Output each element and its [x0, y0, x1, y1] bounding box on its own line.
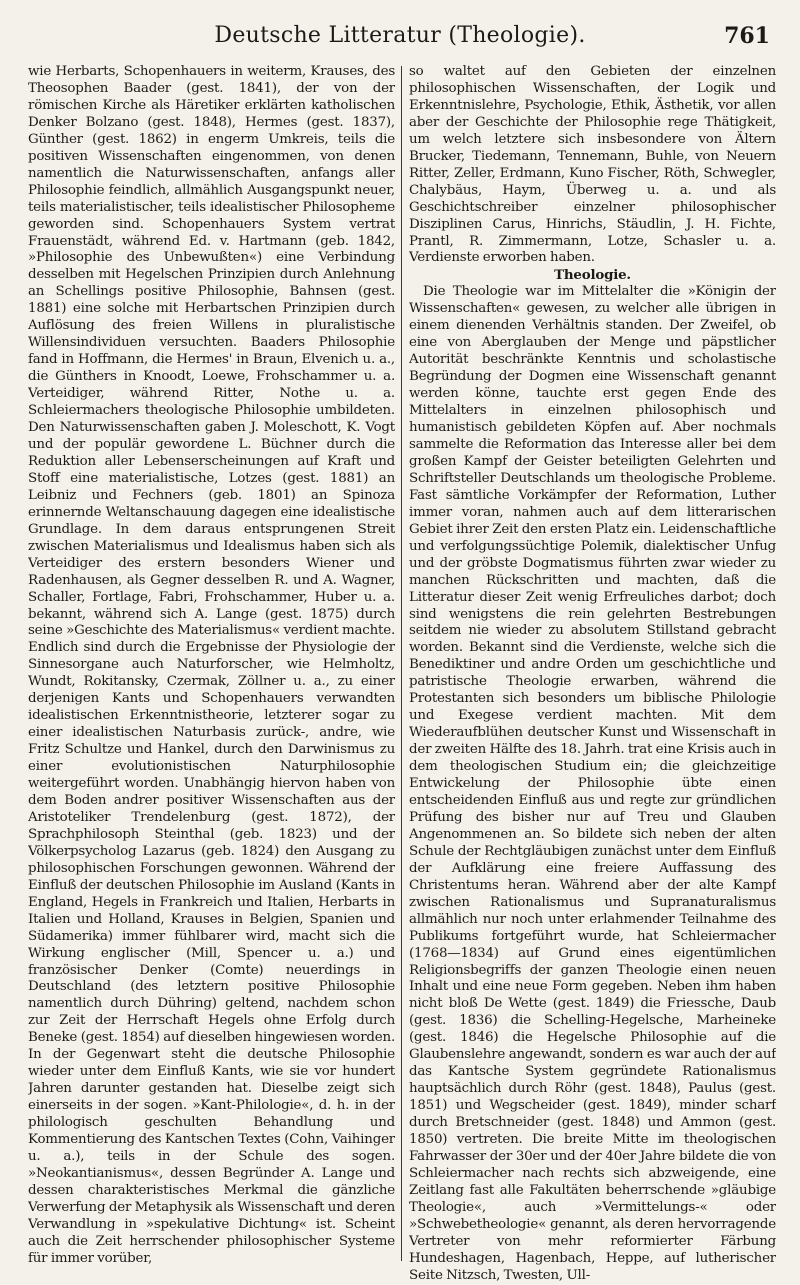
text-columns	[28, 64, 776, 1283]
right-paragraph-1: so waltet auf den Gebieten der einzelnen philosophischen Wissenschaften, der Logik und Erkenntnislehre, Psychologie, Ethik, Ästhetik, vor allen aber der Geschichte der Philosophie rege Thätigkeit, um welch letztere sich insbesondere von Ältern Brucker, Tiedemann, Tennemann, Buhle, von Neuern Ritter, Zeller, Erdmann, Kuno Fischer, Röth, Schwegler, Chalybäus, Haym, Überweg u. a. und als Geschichtschreiber einzelner philosophischer Disziplinen Carus, Hinrichs, Stäudlin, J. H. Fichte, Prantl, R. Zimmermann, Lotze, Schasler u. a. Verdienste erworben haben.	[409, 64, 776, 266]
running-head	[0, 22, 800, 50]
left-column	[28, 64, 395, 1268]
left-paragraph-1: wie Herbarts, Schopenhauers in weiterm, Krauses, des Theosophen Baader (gest. 1841), der von der römischen Kirche als Häretiker erklärten katholischen Denker Bolzano (gest. 1848), Hermes (gest. 1837), Günther (gest. 1862) in engerm Umkreis, teils die positiven Wissenschaften eingenommen, von denen namentlich die Naturwissenschaften, anfangs aller Philosophie feindlich, allmählich Ausgangspunkt neuer, teils materialistischer, teils idealistischer Philosopheme geworden sind. Schopenhauers System vertrat Frauenstädt, während Ed. v. Hartmann (geb. 1842, »Philosophie des Unbewußten«) eine Verbindung desselben mit Hegelschen Prinzipien durch Anlehnung an Schellings positive Philosophie, Bahnsen (gest. 1881) eine solche mit Herbartschen Prinzipien durch Auflösung des freien Willens in pluralistische Willensindividuen versuchten. Baaders Philosophie fand in Hoffmann, die Hermes' in Braun, Elvenich u. a., die Günthers in Knoodt, Loewe, Frohschammer u. a. Verteidiger, während Ritter, Nothe u. a. Schleiermachers theologische Philosophie umbildeten. Den Naturwissenschaften gaben J. Moleschott, K. Vogt und der populär gewordene L. Büchner durch die Reduktion aller Lebenserscheinungen auf Kraft und Stoff eine materialistische, Lotzes (gest. 1881) an Leibniz und Fechners (geb. 1801) an Spinoza erinnernde Weltanschauung dagegen eine idealistische Grundlage. In dem daraus entsprungenen Streit zwischen Materialismus und Idealismus haben sich als Verteidiger des erstern besonders Wiener und Radenhausen, als Gegner desselben R. und A. Wagner, Schaller, Fortlage, Fabri, Frohschammer, Huber u. a. bekannt, während sich A. Lange (gest. 1875) durch seine »Geschichte des Materialismus« verdient machte. Endlich sind durch die Ergebnisse der Physiologie der Sinnesorgane auch Naturforscher, wie Helmholtz, Wundt, Rokitansky, Czermak, Zöllner u. a., zu einer derjenigen Kants und Schopenhauers verwandten idealistischen Erkenntnistheorie, letzterer sogar zu einer idealistischen Naturbasis zurück-, andre, wie Fritz Schultze und Hankel, durch den Darwinismus zu einer evolutionistischen Naturphilosophie weitergeführt worden. Unabhängig hiervon haben von dem Boden andrer positiver Wissenschaften aus der Aristoteliker Trendelenburg (gest. 1872), der Sprachphilosoph Steinthal (geb. 1823) und der Völkerpsycholog Lazarus (geb. 1824) den Ausgang zu philosophischen Forschungen gewonnen. Während der Einfluß der deutschen Philosophie im Ausland (Kants in England, Hegels in Frankreich und Italien, Herbarts in Italien und Holland, Krauses in Belgien, Spanien und Südamerika) immer fühlbarer wird, macht sich die Wirkung englischer (Mill, Spencer u. a.) und französischer Denker (Comte) neuerdings in Deutschland (des letztern positive Philosophie namentlich durch Dühring) geltend, nachdem schon zur Zeit der Herrschaft Hegels ohne Erfolg durch Beneke (gest. 1854) auf dieselben hingewiesen worden. In der Gegenwart steht die deutsche Philosophie wieder unter dem Einfluß Kants, wie sie vor hundert Jahren darunter gestanden hat. Dieselbe zeigt sich einerseits in der sogen. »Kant-Philologie«, d. h. in der philologisch geschulten Behandlung und Kommentierung des Kantschen Textes (Cohn, Vaihinger u. a.), teils in der Schule des sogen. »Neokantianismus«, dessen Begründer A. Lange und dessen charakteristisches Merkmal die gänzliche Verwerfung der Metaphysik als Wissenschaft und deren Verwandlung in »spekulative Dichtung« ist. Scheint auch die Zeit herrschender philosophischer Systeme für immer vorüber,	[28, 64, 395, 1266]
running-title: Deutsche Litteratur (Theologie).	[214, 23, 586, 48]
section-heading-theologie: Theologie.	[554, 267, 631, 284]
right-paragraph-2: Die Theologie war im Mittelalter die »Königin der Wissenschaften« gewesen, zu welcher alle übrigen in einem dienenden Verhältnis standen. Der Zweifel, ob eine von Aberglauben der Menge und päpstlicher Autorität beschränkte Kenntnis und scholastische Begründung der Dogmen eine Wissenschaft genannt werden könne, tauchte erst gegen Ende des Mittelalters in einzelnen philosophisch und humanistisch gebildeten Köpfen auf. Aber nochmals sammelte die Reformation das Interesse aller bei dem großen Kampf der Geister beteiligten Gelehrten und Schriftsteller Deutschlands um theologische Probleme. Fast sämtliche Vorkämpfer der Reformation, Luther immer voran, nahmen auch auf dem litterarischen Gebiet ihrer Zeit den ersten Platz ein. Leidenschaftliche und verfolgungssüchtige Polemik, dialektischer Unfug und der gröbste Dogmatismus führten zwar wieder zu manchen Rückschritten und machten, daß die Litteratur dieser Zeit wenig Erfreuliches darbot; doch sind wenigstens die rein gelehrten Bestrebungen seitdem nie wieder zu absolutem Stillstand gebracht worden. Bekannt sind die Verdienste, welche sich die Benediktiner und andre Orden um geschichtliche und patristische Theologie erwarben, während die Protestanten sich besonders um biblische Philologie und Exegese verdient machten. Mit dem Wiederaufblühen deutscher Kunst und Wissenschaft in der zweiten Hälfte des 18. Jahrh. trat eine Krisis auch in dem theologischen Studium ein; die gleichzeitige Entwickelung der Philosophie übte einen entscheidenden Einfluß aus und regte zur gründlichen Prüfung des bisher nur auf Treu und Glauben Angenommenen an. So bildete sich neben der alten Schule der Rechtgläubigen zunächst unter dem Einfluß der Aufklärung eine freiere Auffassung des Christentums heran. Während aber der alte Kampf zwischen Rationalismus und Supranaturalismus allmählich nur noch unter erlahmender Teilnahme des Publikums fortgeführt wurde, hat Schleiermacher (1768—1834) auf Grund eines eigentümlichen Religionsbegriffs der ganzen Theologie einen neuen Inhalt und eine neue Form gegeben. Neben ihm haben nicht bloß De Wette (gest. 1849) die Friessche, Daub (gest. 1836) die Schelling-Hegelsche, Marheineke (gest. 1846) die Hegelsche Philosophie auf die Glaubenslehre angewandt, sondern es war auch der auf das Kantsche System gegründete Rationalismus hauptsächlich durch Röhr (gest. 1848), Paulus (gest. 1851) und Wegscheider (gest. 1849), minder scharf durch Bretschneider (gest. 1848) und Ammon (gest. 1850) vertreten. Die breite Mitte im theologischen Fahrwasser der 30er und der 40er Jahre bildete die von Schleiermacher nach rechts sich abzweigende, eine Zeitlang fast alle Fakultäten beherrschende »gläubige Theologie«, auch »Vermittelungs-« oder »Schwebetheologie« genannt, als deren hervorragende Vertreter von mehr reformierter Färbung Hundeshagen, Hagenbach, Heppe, auf lutherischer Seite Nitzsch, Twesten, Ull-	[409, 284, 776, 1283]
right-column	[409, 64, 776, 1285]
column-divider	[401, 66, 402, 1261]
page-number: 761	[724, 23, 770, 49]
